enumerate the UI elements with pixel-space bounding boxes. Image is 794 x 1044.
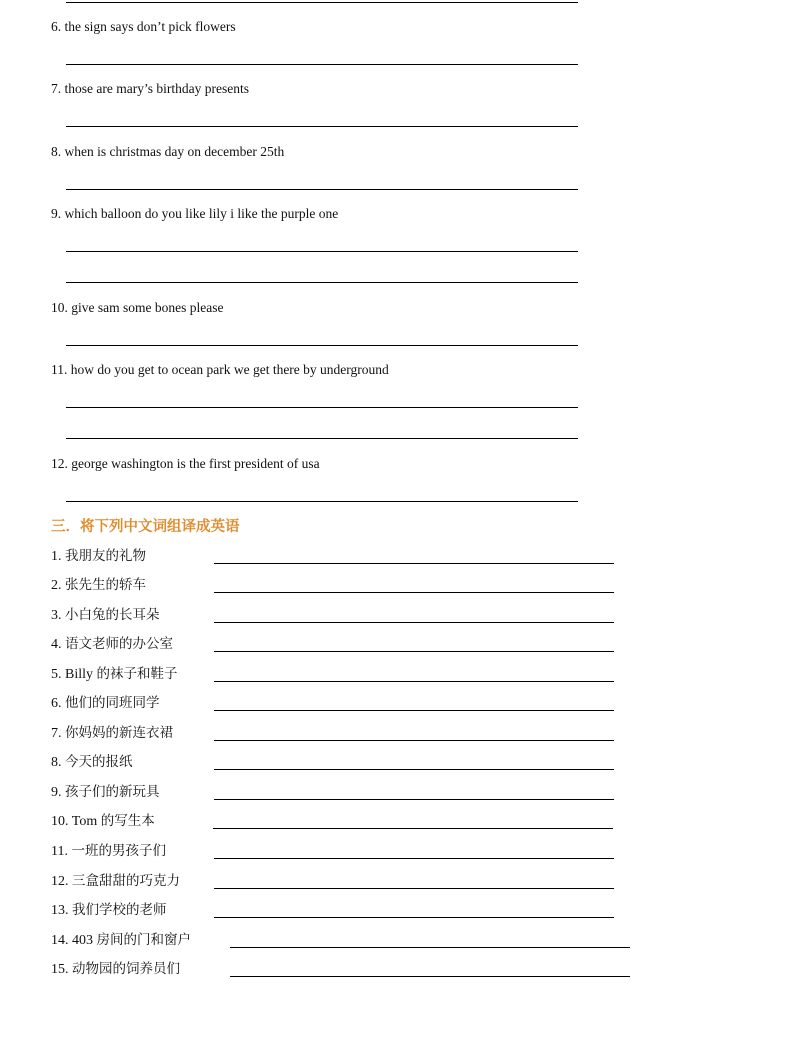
exercise-12-prompt: 12. george washington is the first president of usa — [51, 456, 320, 471]
item-number: 3. — [51, 608, 65, 623]
item-number: 7. — [51, 726, 65, 741]
exercise-11-prompt: 11. how do you get to ocean park we get there by underground — [51, 362, 389, 377]
exercise-10-answer-line[interactable] — [66, 345, 578, 346]
exercise-6-prompt: 6. the sign says don’t pick flowers — [51, 19, 236, 34]
item-number: 5. Billy — [51, 667, 97, 682]
translation-item-5 — [51, 664, 651, 684]
translation-answer-line[interactable] — [214, 888, 614, 889]
item-chinese-text: 孩子们的新玩具 — [65, 784, 160, 800]
translation-item-2 — [51, 575, 651, 595]
translation-answer-line[interactable] — [230, 947, 630, 948]
translation-answer-line[interactable] — [214, 622, 614, 623]
item-chinese-text: 他们的同班同学 — [65, 695, 160, 711]
translation-item-11 — [51, 841, 651, 861]
answer-line-top — [66, 2, 578, 3]
exercise-12-answer-line[interactable] — [66, 501, 578, 502]
translation-item-13 — [51, 900, 651, 920]
exercise-8-prompt: 8. when is christmas day on december 25th — [51, 144, 285, 159]
translation-item-1 — [51, 546, 651, 566]
item-chinese-text: 我朋友的礼物 — [65, 548, 146, 564]
translation-answer-line[interactable] — [214, 858, 614, 859]
translation-answer-line[interactable] — [214, 710, 614, 711]
translation-item-12 — [51, 871, 651, 891]
item-number: 13. — [51, 903, 72, 918]
translation-item-4 — [51, 634, 651, 654]
item-number: 10. Tom — [51, 814, 101, 829]
translation-answer-line[interactable] — [214, 740, 614, 741]
translation-answer-line[interactable] — [214, 651, 614, 652]
item-number: 2. — [51, 578, 65, 593]
translation-item-3 — [51, 605, 651, 625]
exercise-9-answer-line-1[interactable] — [66, 251, 578, 252]
item-number: 11. — [51, 844, 72, 859]
item-number: 1. — [51, 549, 65, 564]
item-chinese-text: 语文老师的办公室 — [65, 636, 173, 652]
section-3-title: 三．将下列中文词组译成英语 — [51, 519, 240, 535]
translation-item-8 — [51, 752, 651, 772]
translation-answer-line[interactable] — [230, 976, 630, 977]
item-chinese-text: 三盒甜甜的巧克力 — [72, 873, 180, 889]
item-chinese-text: 小白兔的长耳朵 — [65, 607, 160, 623]
item-chinese-text: 房间的门和窗户 — [96, 932, 191, 948]
translation-item-9 — [51, 782, 651, 802]
item-number: 14. 403 — [51, 933, 97, 948]
translation-item-14 — [51, 930, 651, 950]
translation-item-7 — [51, 723, 651, 743]
translation-answer-line[interactable] — [214, 769, 614, 770]
translation-item-10 — [51, 811, 651, 831]
exercise-6-answer-line[interactable] — [66, 64, 578, 65]
item-number: 8. — [51, 755, 65, 770]
exercise-7-prompt: 7. those are mary’s birthday presents — [51, 81, 249, 96]
item-number: 9. — [51, 785, 65, 800]
item-chinese-text: 张先生的轿车 — [65, 577, 146, 593]
translation-answer-line[interactable] — [214, 681, 614, 682]
translation-answer-line[interactable] — [213, 828, 613, 829]
item-chinese-text: 的袜子和鞋子 — [96, 666, 178, 682]
exercise-10-prompt: 10. give sam some bones please — [51, 300, 224, 315]
translation-answer-line[interactable] — [214, 799, 614, 800]
item-chinese-text: 的写生本 — [100, 813, 155, 829]
item-number: 6. — [51, 696, 65, 711]
translation-item-15 — [51, 959, 651, 979]
item-number: 4. — [51, 637, 65, 652]
exercise-8-answer-line[interactable] — [66, 189, 578, 190]
item-chinese-text: 你妈妈的新连衣裙 — [65, 725, 173, 741]
item-number: 12. — [51, 874, 72, 889]
exercise-9-prompt: 9. which balloon do you like lily i like the purple one — [51, 206, 339, 221]
translation-answer-line[interactable] — [214, 592, 614, 593]
item-number: 15. — [51, 962, 72, 977]
translation-answer-line[interactable] — [214, 917, 614, 918]
item-chinese-text: 今天的报纸 — [65, 754, 133, 770]
item-chinese-text: 我们学校的老师 — [72, 902, 167, 918]
exercise-11-answer-line-2[interactable] — [66, 438, 578, 439]
item-chinese-text: 动物园的饲养员们 — [72, 961, 180, 977]
translation-item-6 — [51, 693, 651, 713]
exercise-9-answer-line-2[interactable] — [66, 282, 578, 283]
translation-answer-line[interactable] — [214, 563, 614, 564]
exercise-7-answer-line[interactable] — [66, 126, 578, 127]
item-chinese-text: 一班的男孩子们 — [71, 843, 166, 859]
exercise-11-answer-line-1[interactable] — [66, 407, 578, 408]
